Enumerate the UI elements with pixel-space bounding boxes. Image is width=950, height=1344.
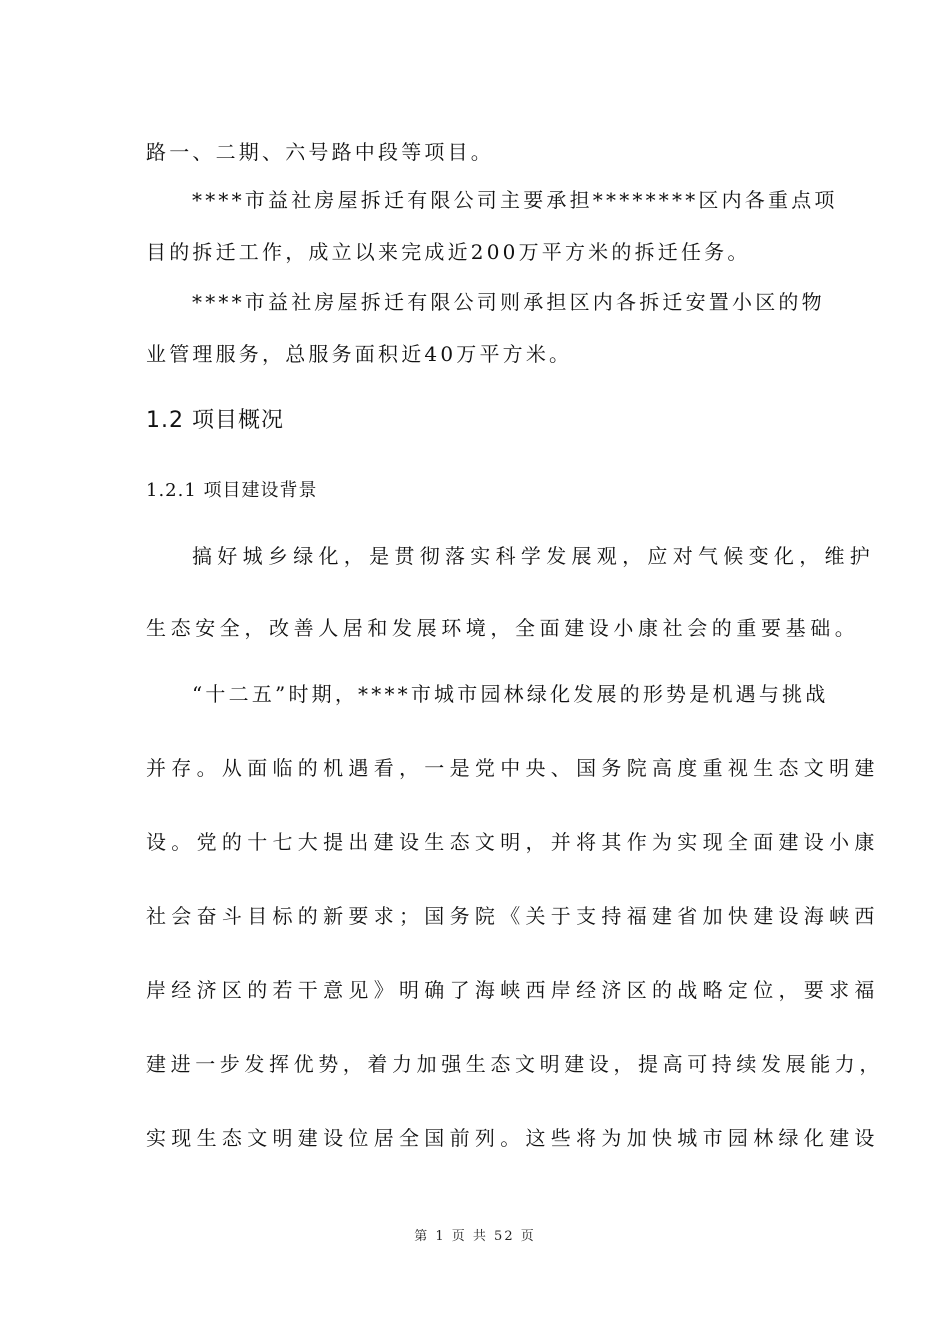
paragraph-line: ****市益社房屋拆迁有限公司主要承担********区内各重点项 bbox=[192, 188, 838, 212]
intro-line: 路一、二期、六号路中段等项目。 bbox=[146, 140, 494, 164]
paragraph-line: ****市益社房屋拆迁有限公司则承担区内各拆迁安置小区的物 bbox=[192, 290, 825, 314]
paragraph-line: 并存。从面临的机遇看，一是党中央、国务院高度重视生态文明建 bbox=[146, 756, 880, 780]
paragraph-line: 目的拆迁工作，成立以来完成近200万平方米的拆迁任务。 bbox=[146, 240, 751, 264]
paragraph-line: 业管理服务，总服务面积近40万平方米。 bbox=[146, 342, 573, 366]
page-footer: 第 1 页 共 52 页 bbox=[414, 1229, 536, 1244]
paragraph-line: 设。党的十七大提出建设生态文明，并将其作为实现全面建设小康 bbox=[146, 830, 880, 854]
paragraph-line: 生态安全，改善人居和发展环境，全面建设小康社会的重要基础。 bbox=[146, 616, 860, 640]
paragraph-line: 实现生态文明建设位居全国前列。这些将为加快城市园林绿化建设 bbox=[146, 1126, 880, 1150]
subsection-heading: 1.2.1 项目建设背景 bbox=[146, 480, 318, 501]
paragraph-line: 搞好城乡绿化，是贯彻落实科学发展观，应对气候变化，维护 bbox=[192, 544, 876, 568]
paragraph-line: “十二五”时期，****市城市园林绿化发展的形势是机遇与挑战 bbox=[192, 682, 829, 706]
section-heading: 1.2 项目概况 bbox=[146, 408, 284, 433]
paragraph-line: 社会奋斗目标的新要求；国务院《关于支持福建省加快建设海峡西 bbox=[146, 904, 880, 928]
paragraph-line: 建进一步发挥优势，着力加强生态文明建设，提高可持续发展能力， bbox=[146, 1052, 884, 1076]
paragraph-line: 岸经济区的若干意见》明确了海峡西岸经济区的战略定位，要求福 bbox=[146, 978, 880, 1002]
